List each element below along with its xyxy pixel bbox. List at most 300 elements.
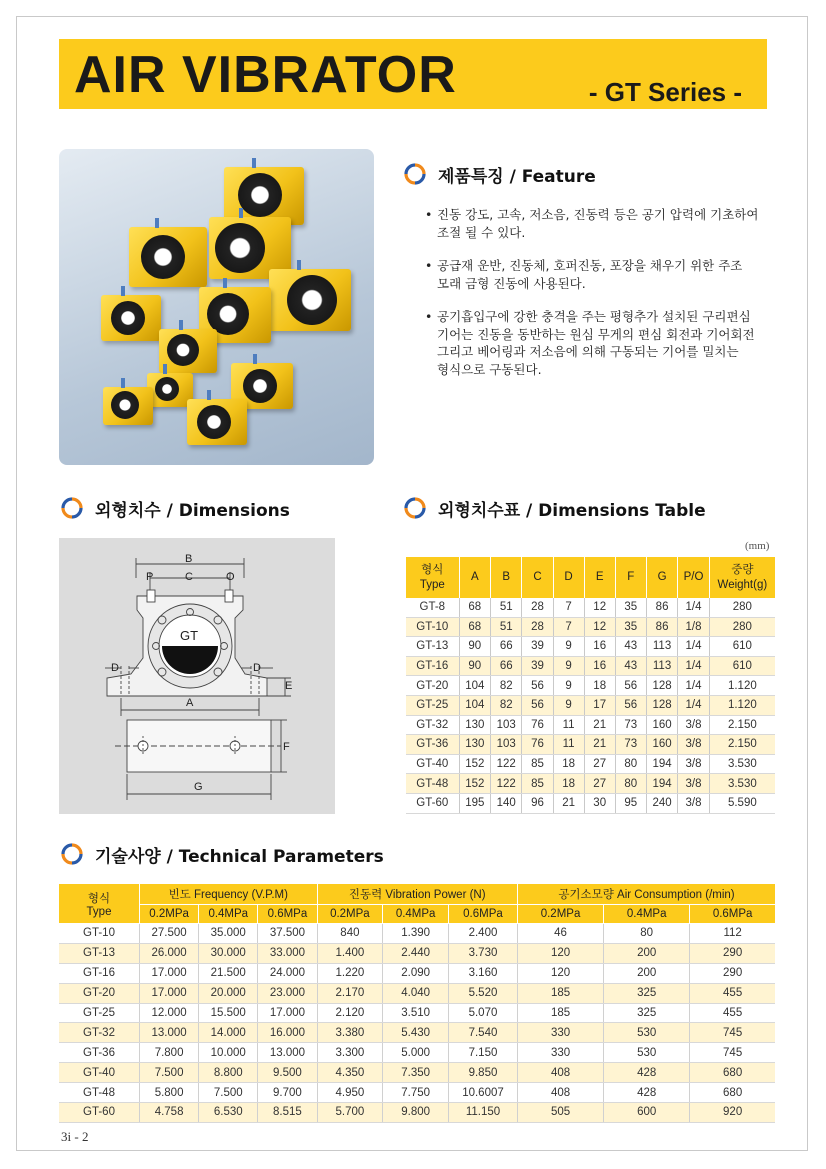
value-cell: 610 <box>709 656 775 676</box>
value-cell: 2.150 <box>709 715 775 735</box>
column-header: B <box>491 557 522 598</box>
value-cell: 3.300 <box>317 1043 383 1063</box>
value-cell: 8.800 <box>199 1063 258 1083</box>
type-cell: GT-36 <box>406 735 459 755</box>
dim-label-b: B <box>185 553 193 565</box>
value-cell: 1/4 <box>678 598 709 617</box>
feature-line: 그리고 베어링과 저소음에 의해 구동되는 기어를 밀치는 <box>437 344 739 359</box>
table-row <box>406 598 775 617</box>
value-cell: 21.500 <box>199 963 258 983</box>
column-header-weight <box>709 557 775 598</box>
table-row <box>59 943 775 963</box>
column-header: E <box>584 557 615 598</box>
section-ring-icon <box>61 843 83 865</box>
value-cell: 408 <box>517 1063 603 1083</box>
value-cell: 290 <box>690 943 775 963</box>
pressure-header: 0.6MPa <box>258 905 317 924</box>
value-cell: 35 <box>615 617 646 637</box>
value-cell: 7 <box>553 617 584 637</box>
value-cell: 195 <box>459 793 490 813</box>
table-row <box>406 754 775 774</box>
value-cell: 96 <box>522 793 553 813</box>
value-cell: 51 <box>491 617 522 637</box>
value-cell: 66 <box>491 656 522 676</box>
value-cell: 26.000 <box>140 943 199 963</box>
value-cell: 13.000 <box>258 1043 317 1063</box>
value-cell: 113 <box>646 637 677 657</box>
value-cell: 4.040 <box>383 983 449 1003</box>
type-cell: GT-8 <box>406 598 459 617</box>
header-text: 형식 <box>421 563 444 576</box>
value-cell: 39 <box>522 637 553 657</box>
table-row <box>406 774 775 794</box>
pressure-header: 0.4MPa <box>383 905 449 924</box>
column-header: F <box>615 557 646 598</box>
feature-line: 조절 될 수 있다. <box>437 224 526 240</box>
value-cell: 27 <box>584 774 615 794</box>
value-cell: 7.150 <box>449 1043 518 1063</box>
value-cell: 2.400 <box>449 924 518 944</box>
value-cell: 37.500 <box>258 924 317 944</box>
value-cell: 18 <box>553 754 584 774</box>
value-cell: 56 <box>522 695 553 715</box>
value-cell: 90 <box>459 637 490 657</box>
value-cell: 20.000 <box>199 983 258 1003</box>
value-cell: 3/8 <box>678 735 709 755</box>
pressure-header: 0.2MPa <box>317 905 383 924</box>
table-row <box>59 1103 775 1123</box>
dim-label-gt: GT <box>180 628 199 643</box>
value-cell: 12 <box>584 617 615 637</box>
table-row <box>406 656 775 676</box>
value-cell: 428 <box>604 1063 690 1083</box>
value-cell: 7.750 <box>383 1083 449 1103</box>
table-row <box>406 676 775 696</box>
value-cell: 160 <box>646 735 677 755</box>
type-cell: GT-48 <box>406 774 459 794</box>
value-cell: 112 <box>690 924 775 944</box>
dim-label-f: F <box>283 741 290 753</box>
value-cell: 14.000 <box>199 1023 258 1043</box>
value-cell: 28 <box>522 598 553 617</box>
value-cell: 4.350 <box>317 1063 383 1083</box>
type-cell: GT-20 <box>406 676 459 696</box>
value-cell: 160 <box>646 715 677 735</box>
group-header-vibration: 진동력 Vibration Power (N) <box>317 884 517 905</box>
dimensions-heading <box>61 494 290 522</box>
value-cell: 56 <box>615 676 646 696</box>
value-cell: 3/8 <box>678 715 709 735</box>
value-cell: 73 <box>615 735 646 755</box>
table-row <box>59 1023 775 1043</box>
value-cell: 128 <box>646 695 677 715</box>
type-cell: GT-25 <box>59 1003 140 1023</box>
group-header-frequency: 빈도 Frequency (V.P.M) <box>140 884 318 905</box>
value-cell: 35.000 <box>199 924 258 944</box>
table-row <box>59 1063 775 1083</box>
type-cell: GT-60 <box>406 793 459 813</box>
type-cell: GT-25 <box>406 695 459 715</box>
value-cell: 3/8 <box>678 793 709 813</box>
value-cell: 3.160 <box>449 963 518 983</box>
pressure-header: 0.4MPa <box>604 905 690 924</box>
value-cell: 122 <box>491 754 522 774</box>
value-cell: 7.500 <box>199 1083 258 1103</box>
value-cell: 330 <box>517 1043 603 1063</box>
vibrator-image <box>159 329 217 373</box>
feature-heading <box>404 160 596 188</box>
column-header: A <box>459 557 490 598</box>
value-cell: 56 <box>522 676 553 696</box>
column-header-type <box>59 884 140 924</box>
value-cell: 15.500 <box>199 1003 258 1023</box>
value-cell: 428 <box>604 1083 690 1103</box>
value-cell: 920 <box>690 1103 775 1123</box>
header-text: Type <box>419 578 445 591</box>
value-cell: 1.220 <box>317 963 383 983</box>
value-cell: 17 <box>584 695 615 715</box>
value-cell: 18 <box>553 774 584 794</box>
value-cell: 330 <box>517 1023 603 1043</box>
product-photo <box>59 149 374 465</box>
header-text: 형식 <box>87 892 111 905</box>
value-cell: 5.430 <box>383 1023 449 1043</box>
dim-label-o: O <box>226 571 235 583</box>
value-cell: 194 <box>646 754 677 774</box>
type-cell: GT-10 <box>406 617 459 637</box>
value-cell: 12.000 <box>140 1003 199 1023</box>
type-cell: GT-16 <box>59 963 140 983</box>
table-row <box>406 695 775 715</box>
dim-label-a: A <box>186 697 194 709</box>
value-cell: 76 <box>522 735 553 755</box>
value-cell: 39 <box>522 656 553 676</box>
value-cell: 530 <box>604 1043 690 1063</box>
feature-line: 형식으로 구동된다. <box>437 361 542 377</box>
value-cell: 200 <box>604 943 690 963</box>
column-header-type <box>406 557 459 598</box>
value-cell: 18 <box>584 676 615 696</box>
value-cell: 13.000 <box>140 1023 199 1043</box>
dimensions-table-heading <box>404 494 706 522</box>
value-cell: 1.390 <box>383 924 449 944</box>
value-cell: 130 <box>459 735 490 755</box>
value-cell: 7.540 <box>449 1023 518 1043</box>
header-text: 중량 <box>731 563 754 576</box>
value-cell: 12 <box>584 598 615 617</box>
value-cell: 80 <box>604 924 690 944</box>
value-cell: 5.070 <box>449 1003 518 1023</box>
value-cell: 21 <box>553 793 584 813</box>
table-row <box>59 1003 775 1023</box>
technical-heading <box>61 840 384 868</box>
dimension-drawing-panel <box>59 538 335 814</box>
value-cell: 240 <box>646 793 677 813</box>
dim-label-c: C <box>185 571 193 583</box>
pressure-header: 0.2MPa <box>140 905 199 924</box>
value-cell: 1.120 <box>709 695 775 715</box>
value-cell: 103 <box>491 735 522 755</box>
column-header: P/O <box>678 557 709 598</box>
value-cell: 325 <box>604 983 690 1003</box>
value-cell: 2.440 <box>383 943 449 963</box>
value-cell: 5.800 <box>140 1083 199 1103</box>
value-cell: 9 <box>553 637 584 657</box>
value-cell: 86 <box>646 598 677 617</box>
value-cell: 152 <box>459 754 490 774</box>
value-cell: 7 <box>553 598 584 617</box>
value-cell: 46 <box>517 924 603 944</box>
table-row <box>59 1043 775 1063</box>
value-cell: 4.950 <box>317 1083 383 1103</box>
value-cell: 745 <box>690 1023 775 1043</box>
value-cell: 7.350 <box>383 1063 449 1083</box>
dim-label-d-left: D <box>111 662 119 674</box>
value-cell: 185 <box>517 983 603 1003</box>
value-cell: 113 <box>646 656 677 676</box>
table-row <box>59 963 775 983</box>
value-cell: 10.000 <box>199 1043 258 1063</box>
table-row <box>406 617 775 637</box>
value-cell: 280 <box>709 598 775 617</box>
feature-item <box>423 206 778 241</box>
value-cell: 680 <box>690 1063 775 1083</box>
value-cell: 3.730 <box>449 943 518 963</box>
value-cell: 9.800 <box>383 1103 449 1123</box>
type-cell: GT-10 <box>59 924 140 944</box>
value-cell: 16.000 <box>258 1023 317 1043</box>
value-cell: 30 <box>584 793 615 813</box>
type-cell: GT-36 <box>59 1043 140 1063</box>
value-cell: 66 <box>491 637 522 657</box>
value-cell: 1/4 <box>678 637 709 657</box>
value-cell: 73 <box>615 715 646 735</box>
value-cell: 33.000 <box>258 943 317 963</box>
feature-line: • 공급재 운반, 진동체, 호퍼진동, 포장을 채우기 위한 주조 <box>437 258 743 273</box>
value-cell: 17.000 <box>140 963 199 983</box>
value-cell: 505 <box>517 1103 603 1123</box>
dim-label-g: G <box>194 781 203 793</box>
value-cell: 5.590 <box>709 793 775 813</box>
value-cell: 455 <box>690 983 775 1003</box>
value-cell: 86 <box>646 617 677 637</box>
type-cell: GT-32 <box>59 1023 140 1043</box>
value-cell: 408 <box>517 1083 603 1103</box>
value-cell: 90 <box>459 656 490 676</box>
table-row <box>406 793 775 813</box>
value-cell: 80 <box>615 774 646 794</box>
value-cell: 8.515 <box>258 1103 317 1123</box>
value-cell: 610 <box>709 637 775 657</box>
value-cell: 194 <box>646 774 677 794</box>
type-cell: GT-32 <box>406 715 459 735</box>
value-cell: 455 <box>690 1003 775 1023</box>
type-cell: GT-40 <box>59 1063 140 1083</box>
table-row <box>59 1083 775 1103</box>
value-cell: 104 <box>459 695 490 715</box>
value-cell: 3/8 <box>678 774 709 794</box>
table-row <box>406 715 775 735</box>
section-ring-icon <box>61 497 83 519</box>
type-cell: GT-13 <box>59 943 140 963</box>
value-cell: 2.120 <box>317 1003 383 1023</box>
page-number: 3i - 2 <box>61 1129 89 1144</box>
dimension-drawing <box>59 538 335 814</box>
value-cell: 530 <box>604 1023 690 1043</box>
value-cell: 68 <box>459 617 490 637</box>
value-cell: 128 <box>646 676 677 696</box>
value-cell: 130 <box>459 715 490 735</box>
value-cell: 3.530 <box>709 774 775 794</box>
technical-table <box>59 884 775 1123</box>
value-cell: 10.6007 <box>449 1083 518 1103</box>
value-cell: 120 <box>517 963 603 983</box>
value-cell: 9 <box>553 695 584 715</box>
series-subtitle: - GT Series - <box>588 77 742 107</box>
value-cell: 11.150 <box>449 1103 518 1123</box>
value-cell: 17.000 <box>258 1003 317 1023</box>
value-cell: 80 <box>615 754 646 774</box>
type-cell: GT-16 <box>406 656 459 676</box>
value-cell: 85 <box>522 754 553 774</box>
value-cell: 2.150 <box>709 735 775 755</box>
dimensions-table <box>406 557 775 814</box>
value-cell: 122 <box>491 774 522 794</box>
value-cell: 840 <box>317 924 383 944</box>
value-cell: 9 <box>553 676 584 696</box>
value-cell: 1/8 <box>678 617 709 637</box>
feature-line: 모래 금형 진동에 사용된다. <box>437 275 586 291</box>
feature-title: 제품특징 / Feature <box>438 166 596 187</box>
pressure-header: 0.4MPa <box>199 905 258 924</box>
vibrator-image <box>103 387 153 425</box>
value-cell: 3.530 <box>709 754 775 774</box>
value-cell: 85 <box>522 774 553 794</box>
value-cell: 745 <box>690 1043 775 1063</box>
unit-label: (mm) <box>745 540 770 552</box>
dimensions-table-title: 외형치수표 / Dimensions Table <box>438 500 706 521</box>
feature-list <box>423 206 778 394</box>
value-cell: 3.510 <box>383 1003 449 1023</box>
value-cell: 56 <box>615 695 646 715</box>
value-cell: 9.850 <box>449 1063 518 1083</box>
value-cell: 200 <box>604 963 690 983</box>
vibrator-image <box>187 399 247 445</box>
column-header: D <box>553 557 584 598</box>
value-cell: 325 <box>604 1003 690 1023</box>
value-cell: 23.000 <box>258 983 317 1003</box>
value-cell: 30.000 <box>199 943 258 963</box>
value-cell: 16 <box>584 656 615 676</box>
feature-line: • 공기흡입구에 강한 충격을 주는 평형추가 설치된 구리편심 <box>437 309 751 324</box>
table-row <box>59 983 775 1003</box>
value-cell: 16 <box>584 637 615 657</box>
table-row <box>406 637 775 657</box>
value-cell: 28 <box>522 617 553 637</box>
value-cell: 82 <box>491 676 522 696</box>
value-cell: 27.500 <box>140 924 199 944</box>
section-ring-icon <box>404 497 426 519</box>
dim-label-p: P <box>146 571 154 583</box>
feature-line: • 진동 강도, 고속, 저소음, 진동력 등은 공기 압력에 기초하여 <box>437 207 759 222</box>
value-cell: 11 <box>553 735 584 755</box>
value-cell: 5.000 <box>383 1043 449 1063</box>
value-cell: 21 <box>584 735 615 755</box>
value-cell: 21 <box>584 715 615 735</box>
value-cell: 152 <box>459 774 490 794</box>
value-cell: 2.090 <box>383 963 449 983</box>
column-header: G <box>646 557 677 598</box>
value-cell: 1.400 <box>317 943 383 963</box>
table-subheader-row <box>59 905 775 924</box>
value-cell: 51 <box>491 598 522 617</box>
value-cell: 3/8 <box>678 754 709 774</box>
feature-item <box>423 308 778 378</box>
type-cell: GT-40 <box>406 754 459 774</box>
value-cell: 1/4 <box>678 695 709 715</box>
pressure-header: 0.6MPa <box>690 905 775 924</box>
type-cell: GT-60 <box>59 1103 140 1123</box>
value-cell: 290 <box>690 963 775 983</box>
vibrator-image <box>101 295 161 341</box>
value-cell: 82 <box>491 695 522 715</box>
value-cell: 280 <box>709 617 775 637</box>
value-cell: 185 <box>517 1003 603 1023</box>
value-cell: 104 <box>459 676 490 696</box>
value-cell: 4.758 <box>140 1103 199 1123</box>
value-cell: 24.000 <box>258 963 317 983</box>
value-cell: 76 <box>522 715 553 735</box>
value-cell: 43 <box>615 656 646 676</box>
value-cell: 600 <box>604 1103 690 1123</box>
value-cell: 27 <box>584 754 615 774</box>
value-cell: 1/4 <box>678 676 709 696</box>
dim-label-e: E <box>285 680 293 692</box>
dim-label-d-right: D <box>253 662 261 674</box>
value-cell: 43 <box>615 637 646 657</box>
type-cell: GT-20 <box>59 983 140 1003</box>
value-cell: 9 <box>553 656 584 676</box>
value-cell: 103 <box>491 715 522 735</box>
page-title: AIR VIBRATOR <box>74 46 457 104</box>
value-cell: 68 <box>459 598 490 617</box>
vibrator-image <box>269 269 351 331</box>
value-cell: 1/4 <box>678 656 709 676</box>
value-cell: 140 <box>491 793 522 813</box>
value-cell: 7.500 <box>140 1063 199 1083</box>
table-header-row <box>59 884 775 905</box>
value-cell: 95 <box>615 793 646 813</box>
table-row <box>406 735 775 755</box>
value-cell: 5.700 <box>317 1103 383 1123</box>
value-cell: 17.000 <box>140 983 199 1003</box>
column-header: C <box>522 557 553 598</box>
value-cell: 5.520 <box>449 983 518 1003</box>
group-header-air: 공기소모량 Air Consumption (/min) <box>517 884 775 905</box>
dimensions-title: 외형치수 / Dimensions <box>95 500 290 521</box>
value-cell: 3.380 <box>317 1023 383 1043</box>
feature-item <box>423 257 778 292</box>
table-header-row <box>406 557 775 598</box>
value-cell: 7.800 <box>140 1043 199 1063</box>
value-cell: 9.700 <box>258 1083 317 1103</box>
type-cell: GT-48 <box>59 1083 140 1103</box>
header-text: Weight(g) <box>717 578 768 591</box>
header-text: Type <box>86 905 112 918</box>
value-cell: 35 <box>615 598 646 617</box>
value-cell: 680 <box>690 1083 775 1103</box>
type-cell: GT-13 <box>406 637 459 657</box>
